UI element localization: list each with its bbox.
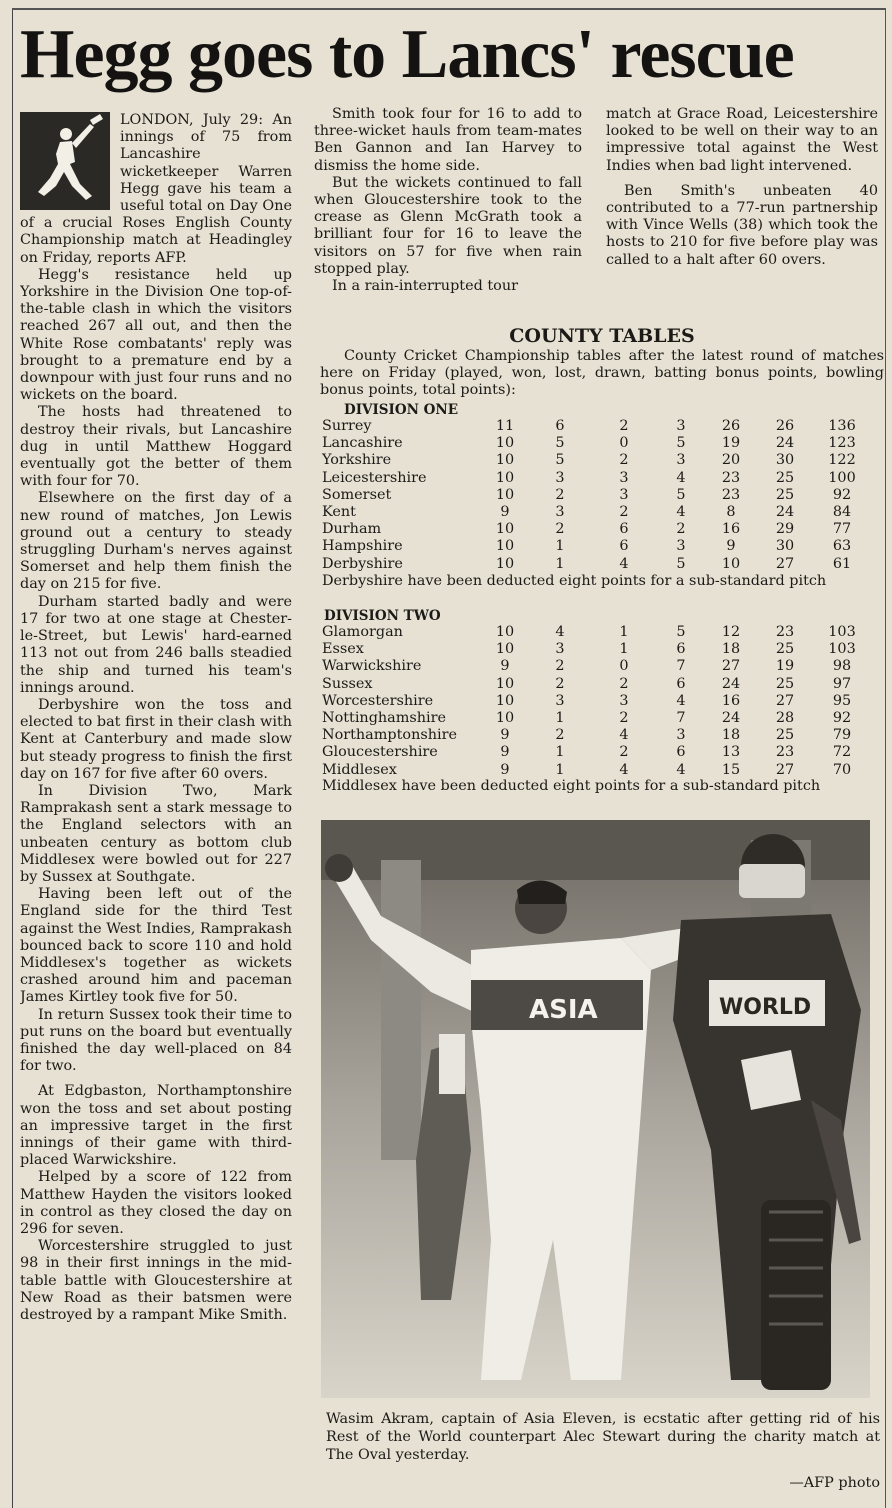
stat-cell: 4 — [619, 727, 629, 744]
stat-cell: 10 — [495, 435, 515, 452]
table-row — [322, 624, 870, 641]
stat-cell: 10 — [495, 452, 515, 469]
table-row — [322, 556, 870, 573]
stat-cell: 1 — [555, 555, 565, 572]
stat-cell: 9 — [500, 504, 510, 521]
stat-cell: 30 — [775, 452, 795, 469]
stat-cell: 3 — [619, 692, 629, 709]
stat-cell: 3 — [676, 452, 686, 469]
stat-cell: 136 — [828, 418, 856, 434]
stat-cell: 3 — [555, 692, 565, 709]
stat-cell: 2 — [555, 486, 565, 503]
stat-cell: 9 — [500, 727, 510, 744]
bowler-shirt-text: ASIA — [529, 995, 598, 1025]
division-two-note: Middlesex have been deducted eight points for a sub-standard pitch — [322, 778, 821, 794]
stat-cell: 6 — [676, 641, 686, 658]
team-name: Northamptonshire — [322, 727, 457, 744]
stat-cell: 3 — [619, 486, 629, 503]
stat-cell: 70 — [832, 761, 852, 778]
stat-cell: 1 — [555, 761, 565, 778]
team-name: Lancashire — [322, 435, 403, 452]
stat-cell: 84 — [832, 504, 852, 521]
column-rule-right — [885, 8, 886, 1508]
tables-title: COUNTY TABLES — [509, 325, 695, 347]
stat-cell: 0 — [619, 435, 629, 452]
stat-cell: 2 — [619, 744, 629, 761]
stat-cell: 5 — [555, 452, 565, 469]
stat-cell: 2 — [555, 521, 565, 538]
stat-cell: 7 — [676, 710, 686, 727]
stat-cell: 15 — [721, 761, 741, 778]
team-name: Kent — [322, 504, 356, 521]
stat-cell: 16 — [721, 521, 741, 538]
top-rule — [12, 8, 885, 10]
division-one-note: Derbyshire have been deducted eight points for a sub-standard pitch — [322, 573, 827, 589]
story-paragraph: In a rain-interrupted tour — [332, 278, 518, 295]
stat-cell: 3 — [619, 469, 629, 486]
story-paragraph: match at Grace Road, Leicestershire looked to be well on their way to an impressive total against the West Indies when bad light intervened. — [606, 106, 878, 174]
stat-cell: 19 — [721, 435, 741, 452]
stat-cell: 2 — [676, 521, 686, 538]
stat-cell: 18 — [721, 727, 741, 744]
stat-cell: 4 — [676, 504, 686, 521]
table-row — [322, 727, 870, 744]
stat-cell: 26 — [721, 418, 741, 434]
table-row — [322, 504, 870, 521]
stat-cell: 122 — [828, 452, 856, 469]
stat-cell: 9 — [500, 761, 510, 778]
stat-cell: 100 — [828, 469, 856, 486]
stat-cell: 10 — [495, 469, 515, 486]
stat-cell: 10 — [495, 486, 515, 503]
stat-cell: 2 — [619, 418, 629, 434]
team-name: Leicestershire — [322, 469, 427, 486]
table-row — [322, 521, 870, 538]
stat-cell: 95 — [832, 692, 852, 709]
stat-cell: 10 — [495, 675, 515, 692]
stat-cell: 92 — [832, 486, 852, 503]
team-name: Warwickshire — [322, 658, 422, 675]
stat-cell: 92 — [832, 710, 852, 727]
stat-cell: 24 — [775, 435, 795, 452]
stat-cell: 1 — [555, 538, 565, 555]
stat-cell: 25 — [775, 469, 795, 486]
stat-cell: 103 — [828, 624, 856, 640]
team-name: Durham — [322, 521, 382, 538]
stat-cell: 1 — [555, 710, 565, 727]
stat-cell: 10 — [495, 641, 515, 658]
stat-cell: 72 — [832, 744, 852, 761]
stat-cell: 27 — [775, 761, 795, 778]
table-row — [322, 744, 870, 761]
stat-cell: 10 — [495, 555, 515, 572]
stat-cell: 2 — [619, 452, 629, 469]
table-row — [322, 452, 870, 469]
stat-cell: 6 — [676, 675, 686, 692]
story-paragraph: Derbyshire won the toss and elected to bat first in their clash with Kent at Canterbury and made slow but steady progress to finish the first day on 167 for five after 60 overs. — [20, 696, 292, 782]
table-row — [322, 418, 870, 435]
stat-cell: 18 — [721, 641, 741, 658]
stat-cell: 1 — [555, 744, 565, 761]
story-paragraph: Durham started badly and were 17 for two at one stage at Chester-le-Street, but Lewis' hard-earned 113 not out from 246 balls steadied the ship and turned his team's innings around. — [20, 593, 292, 696]
stat-cell: 29 — [775, 521, 795, 538]
stat-cell: 1 — [619, 624, 629, 640]
table-row — [322, 658, 870, 675]
stat-cell: 4 — [619, 761, 629, 778]
stat-cell: 27 — [775, 692, 795, 709]
stat-cell: 26 — [775, 418, 795, 434]
stat-cell: 2 — [619, 710, 629, 727]
stat-cell: 24 — [721, 710, 741, 727]
story-paragraph: Smith took four for 16 to add to three-wicket hauls from team-mates Ben Gannon and Ian Harvey to dismiss the home side. — [314, 106, 582, 174]
stat-cell: 6 — [555, 418, 565, 434]
stat-cell: 10 — [495, 710, 515, 727]
story-paragraph: Worcestershire struggled to just 98 in their first innings in the mid-table battle with Gloucestershire at New Road as their batsmen were destroyed by a rampant Mike Smith. — [20, 1238, 292, 1324]
story-paragraph: Having been left out of the England side for the third Test against the West Indies, Ramprakash bounced back to score 110 and hold Middlesex's together as wickets crashed around him and paceman James Kirtley took five for 50. — [20, 886, 292, 1006]
story-paragraph: But the wickets continued to fall when Gloucestershire took to the crease as Glenn McGrath took a brilliant four for 16 to leave the visitors on 57 for five when rain stopped play. — [314, 174, 582, 277]
match-photo — [321, 820, 870, 1398]
stat-cell: 8 — [726, 504, 736, 521]
stat-cell: 6 — [619, 521, 629, 538]
stat-cell: 10 — [495, 538, 515, 555]
story-paragraph: In Division Two, Mark Ramprakash sent a stark message to the England selectors with an unbeaten century as bottom club Middlesex were bowled out for 227 by Sussex at Southgate. — [20, 782, 292, 885]
stat-cell: 25 — [775, 727, 795, 744]
photo-caption: Wasim Akram, captain of Asia Eleven, is ecstatic after getting rid of his Rest of the World counterpart Alec Stewart during the charity match at The Oval yesterday. — [326, 1411, 880, 1463]
team-name: Essex — [322, 641, 364, 658]
stat-cell: 6 — [676, 744, 686, 761]
division-two-table — [322, 624, 870, 779]
team-name: Somerset — [322, 486, 392, 503]
stat-cell: 20 — [721, 452, 741, 469]
stat-cell: 25 — [775, 641, 795, 658]
division-two-heading: DIVISION TWO — [324, 608, 441, 624]
stat-cell: 9 — [500, 658, 510, 675]
stat-cell: 2 — [555, 675, 565, 692]
table-row — [322, 641, 870, 658]
stat-cell: 5 — [555, 435, 565, 452]
story-paragraph: LONDON, July 29: An innings of 75 from Lancashire wicketkeeper Warren Hegg gave his team a useful total on Day One of a crucial Roses English County Championship match at Headingley on Friday, reports AFP. — [20, 112, 292, 266]
story-paragraph: At Edgbaston, Northamptonshire won the toss and set about posting an impressive target in the first innings of their game with third-placed Warwickshire. — [20, 1083, 292, 1169]
stat-cell: 19 — [775, 658, 795, 675]
stat-cell: 2 — [619, 675, 629, 692]
team-name: Middlesex — [322, 761, 397, 778]
stat-cell: 10 — [495, 624, 515, 640]
table-row — [322, 676, 870, 693]
team-name: Nottinghamshire — [322, 710, 447, 727]
stat-cell: 24 — [721, 675, 741, 692]
stat-cell: 10 — [495, 692, 515, 709]
stat-cell: 10 — [721, 555, 741, 572]
stat-cell: 25 — [775, 675, 795, 692]
stat-cell: 123 — [828, 435, 856, 452]
stat-cell: 5 — [676, 555, 686, 572]
stat-cell: 12 — [721, 624, 741, 640]
stat-cell: 23 — [721, 469, 741, 486]
stat-cell: 3 — [676, 727, 686, 744]
story-column-3 — [606, 106, 878, 320]
tables-intro: County Cricket Championship tables after the latest round of matches here on Friday (played, won, lost, drawn, batting bonus points, bowling bonus points, total points): — [320, 348, 884, 399]
team-name: Sussex — [322, 675, 373, 692]
stat-cell: 4 — [676, 692, 686, 709]
stat-cell: 103 — [828, 641, 856, 658]
division-one-heading: DIVISION ONE — [344, 402, 459, 418]
team-name: Glamorgan — [322, 624, 403, 640]
stat-cell: 97 — [832, 675, 852, 692]
stat-cell: 23 — [721, 486, 741, 503]
table-row — [322, 693, 870, 710]
stat-cell: 3 — [555, 469, 565, 486]
stat-cell: 13 — [721, 744, 741, 761]
division-one-table — [322, 418, 870, 573]
story-paragraph: In return Sussex took their time to put runs on the board but eventually finished the day well-placed on 84 for two. — [20, 1006, 292, 1075]
story-paragraph: The hosts had threatened to destroy their rivals, but Lancashire dug in until Matthew Hoggard eventually got the better of them with four for 70. — [20, 404, 292, 490]
photo-credit: —AFP photo — [789, 1475, 880, 1491]
team-name: Gloucestershire — [322, 744, 438, 761]
stat-cell: 11 — [495, 418, 515, 434]
stat-cell: 63 — [832, 538, 852, 555]
story-paragraph: Hegg's resistance held up Yorkshire in the Division One top-of-the-table clash in which the visitors reached 267 all out, and then the White Rose combatants' reply was brought to a premature end by a downpour with just four runs and no wickets on the board. — [20, 266, 292, 404]
table-row — [322, 538, 870, 555]
stat-cell: 6 — [619, 538, 629, 555]
stat-cell: 4 — [555, 624, 565, 640]
stat-cell: 2 — [555, 727, 565, 744]
stat-cell: 2 — [555, 658, 565, 675]
stat-cell: 4 — [619, 555, 629, 572]
stat-cell: 27 — [775, 555, 795, 572]
table-row — [322, 710, 870, 727]
stat-cell: 10 — [495, 521, 515, 538]
stat-cell: 9 — [500, 744, 510, 761]
stat-cell: 23 — [775, 624, 795, 640]
table-row — [322, 470, 870, 487]
stat-cell: 27 — [721, 658, 741, 675]
stat-cell: 5 — [676, 435, 686, 452]
stat-cell: 1 — [619, 641, 629, 658]
stat-cell: 2 — [619, 504, 629, 521]
stat-cell: 24 — [775, 504, 795, 521]
stat-cell: 28 — [775, 710, 795, 727]
stat-cell: 16 — [721, 692, 741, 709]
story-column-1 — [20, 112, 292, 1492]
story-paragraph: Ben Smith's unbeaten 40 contributed to a 77-run partnership with Vince Wells (38) which took the hosts to 210 for five before play was called to a halt after 60 overs. — [606, 182, 878, 268]
stat-cell: 61 — [832, 555, 852, 572]
team-name: Hampshire — [322, 538, 403, 555]
stat-cell: 79 — [832, 727, 852, 744]
table-row — [322, 435, 870, 452]
stat-cell: 98 — [832, 658, 852, 675]
cricket-batsman-icon — [20, 112, 110, 210]
stat-cell: 5 — [676, 624, 686, 640]
story-paragraph: Helped by a score of 122 from Matthew Hayden the visitors looked in control as they closed the day on 296 for seven. — [20, 1169, 292, 1237]
stat-cell: 3 — [676, 538, 686, 555]
stat-cell: 3 — [555, 641, 565, 658]
team-name: Yorkshire — [322, 452, 392, 469]
table-row — [322, 487, 870, 504]
stat-cell: 3 — [676, 418, 686, 434]
team-name: Derbyshire — [322, 555, 403, 572]
stat-cell: 7 — [676, 658, 686, 675]
stat-cell: 3 — [555, 504, 565, 521]
stat-cell: 30 — [775, 538, 795, 555]
stat-cell: 4 — [676, 469, 686, 486]
stat-cell: 4 — [676, 761, 686, 778]
team-name: Worcestershire — [322, 692, 434, 709]
stat-cell: 9 — [726, 538, 736, 555]
team-name: Surrey — [322, 418, 372, 434]
stat-cell: 23 — [775, 744, 795, 761]
stat-cell: 5 — [676, 486, 686, 503]
table-row — [322, 762, 870, 779]
headline: Hegg goes to Lancs' rescue — [20, 16, 794, 93]
stat-cell: 0 — [619, 658, 629, 675]
batsman-shirt-text: WORLD — [719, 995, 812, 1020]
story-paragraph: Elsewhere on the first day of a new round of matches, Jon Lewis ground out a century to steady struggling Durham's nerves against Somerset and help them finish the day on 215 for five. — [20, 490, 292, 593]
column-rule-left — [12, 8, 13, 1508]
story-column-2 — [314, 106, 582, 320]
stat-cell: 25 — [775, 486, 795, 503]
stat-cell: 77 — [832, 521, 852, 538]
